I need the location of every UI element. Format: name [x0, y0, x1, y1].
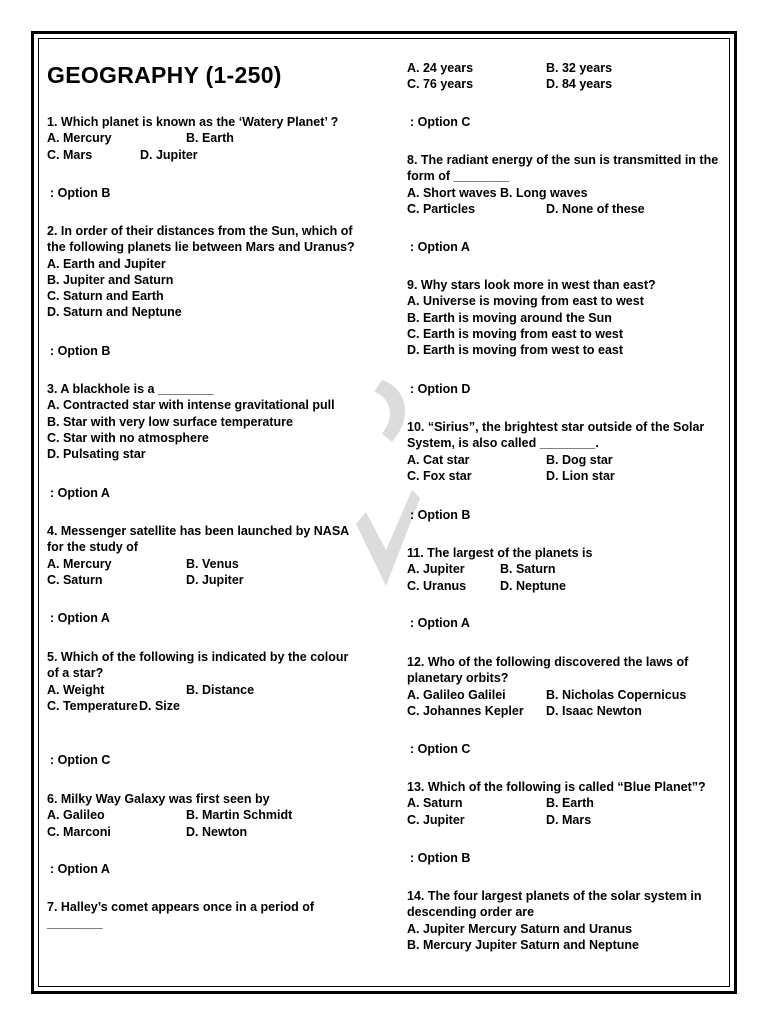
question-stem: 11. The largest of the planets is — [407, 546, 593, 560]
option-b: B. Long waves — [500, 185, 588, 200]
answer-2: : Option B — [50, 344, 111, 358]
question-stem: 13. Which of the following is called “Blue Planet”? — [407, 780, 706, 794]
option-d: D. Size — [139, 698, 180, 713]
option-d: D. Saturn and Neptune — [47, 305, 182, 320]
option-a: A. Galileo Galilei — [407, 687, 506, 702]
option-c: C. Star with no atmosphere — [47, 430, 209, 445]
option-d: D. Jupiter — [186, 572, 244, 587]
question-1 — [47, 114, 338, 163]
option-d: D. Neptune — [500, 578, 566, 593]
question-stem: 9. Why stars look more in west than east? — [407, 278, 656, 292]
question-7-options — [407, 60, 612, 93]
answer-9: : Option D — [410, 382, 471, 396]
option-b: B. Venus — [186, 556, 239, 571]
option-b: B. Distance — [186, 682, 255, 697]
question-10 — [407, 419, 704, 484]
option-c: C. Uranus — [407, 578, 467, 593]
option-a: A. Universe is moving from east to west — [407, 294, 644, 309]
option-c: C. Fox star — [407, 468, 472, 483]
question-8 — [407, 152, 718, 217]
option-b: B. Martin Schmidt — [186, 808, 293, 823]
option-b: B. Earth is moving around the Sun — [407, 310, 612, 325]
question-stem: 1. Which planet is known as the ‘Watery Planet’ ? — [47, 115, 339, 129]
option-d: D. Lion star — [546, 468, 615, 483]
question-stem: 4. Messenger satellite has been launched by NASA — [47, 524, 350, 538]
option-a: A. Saturn — [407, 796, 463, 811]
question-stem: descending order are — [407, 905, 535, 920]
question-stem: for the study of — [47, 540, 138, 555]
option-a: A. Mercury — [47, 556, 112, 571]
option-d: D. Newton — [186, 824, 248, 839]
option-c: C. Earth is moving from east to west — [407, 326, 624, 341]
option-a: A. Mercury — [47, 131, 112, 146]
option-d: D. Mars — [546, 812, 592, 827]
question-13 — [407, 779, 706, 828]
option-a: A. Contracted star with intense gravitational pull — [47, 398, 335, 413]
option-a: A. Jupiter Mercury Saturn and Uranus — [407, 921, 633, 936]
option-b: B. Saturn — [500, 562, 556, 577]
option-d: D. None of these — [546, 201, 645, 216]
question-stem: 2. In order of their distances from the Sun, which of — [47, 224, 353, 238]
answer-4: : Option A — [50, 611, 110, 625]
option-b: B. Mercury Jupiter Saturn and Neptune — [407, 937, 639, 952]
option-d: D. Jupiter — [140, 147, 198, 162]
option-c: C. 76 years — [407, 77, 474, 92]
question-12 — [407, 654, 688, 719]
option-c: C. Temperature — [47, 698, 138, 713]
question-stem: 10. “Sirius”, the brightest star outside of the Solar — [407, 420, 705, 434]
question-stem: 12. Who of the following discovered the laws of — [407, 655, 689, 669]
question-5 — [47, 649, 348, 714]
option-c: C. Jupiter — [407, 812, 465, 827]
question-7 — [47, 899, 314, 932]
option-a: A. Short waves — [407, 185, 497, 200]
question-stem: 3. A blackhole is a ________ — [47, 382, 214, 396]
option-a: A. Weight — [47, 682, 105, 697]
option-a: A. Galileo — [47, 808, 105, 823]
question-stem: 7. Halley’s comet appears once in a period of — [47, 900, 314, 914]
option-a: A. Jupiter — [407, 562, 465, 577]
page-title: GEOGRAPHY (1-250) — [47, 62, 282, 88]
question-stem: 14. The four largest planets of the solar system in — [407, 889, 702, 903]
option-b: B. Nicholas Copernicus — [546, 687, 687, 702]
question-3 — [47, 381, 335, 462]
question-stem: 8. The radiant energy of the sun is transmitted in the — [407, 153, 719, 167]
question-14 — [407, 888, 702, 953]
option-c: C. Marconi — [47, 824, 111, 839]
answer-7: : Option C — [410, 115, 471, 129]
option-b: B. Star with very low surface temperature — [47, 414, 293, 429]
option-d: D. Earth is moving from west to east — [407, 343, 624, 358]
question-2 — [47, 223, 355, 321]
answer-3: : Option A — [50, 486, 110, 500]
option-b: B. 32 years — [546, 61, 613, 75]
question-6 — [47, 791, 292, 840]
question-stem: 6. Milky Way Galaxy was first seen by — [47, 792, 270, 806]
option-c: C. Particles — [407, 201, 476, 216]
option-a: A. Cat star — [407, 452, 470, 467]
question-stem: form of ________ — [407, 169, 510, 184]
answer-11: : Option A — [410, 616, 470, 630]
question-stem: System, is also called ________. — [407, 436, 599, 451]
option-b: B. Earth — [186, 131, 234, 146]
question-stem: the following planets lie between Mars and Uranus? — [47, 240, 355, 255]
question-stem: of a star? — [47, 666, 104, 681]
answer-6: : Option A — [50, 862, 110, 876]
question-stem: 5. Which of the following is indicated by the colour — [47, 650, 349, 664]
option-d: D. Pulsating star — [47, 447, 146, 462]
option-b: B. Jupiter and Saturn — [47, 272, 174, 287]
answer-1: : Option B — [50, 186, 111, 200]
option-a: A. Earth and Jupiter — [47, 256, 166, 271]
question-9 — [407, 277, 656, 358]
answer-10: : Option B — [410, 508, 471, 522]
option-d: D. Isaac Newton — [546, 703, 642, 718]
option-c: C. Saturn and Earth — [47, 289, 164, 304]
option-d: D. 84 years — [546, 77, 613, 92]
question-11 — [407, 545, 592, 594]
option-c: C. Saturn — [47, 572, 103, 587]
answer-blank: ________ — [47, 916, 103, 931]
answer-8: : Option A — [410, 240, 470, 254]
option-b: B. Earth — [546, 796, 594, 811]
question-stem: planetary orbits? — [407, 671, 509, 686]
answer-5: : Option C — [50, 753, 111, 767]
answer-12: : Option C — [410, 742, 471, 756]
answer-13: : Option B — [410, 851, 471, 865]
question-4 — [47, 523, 349, 588]
option-c: C. Johannes Kepler — [407, 703, 524, 718]
option-a: A. 24 years — [407, 61, 474, 75]
option-c: C. Mars — [47, 147, 93, 162]
option-b: B. Dog star — [546, 452, 613, 467]
